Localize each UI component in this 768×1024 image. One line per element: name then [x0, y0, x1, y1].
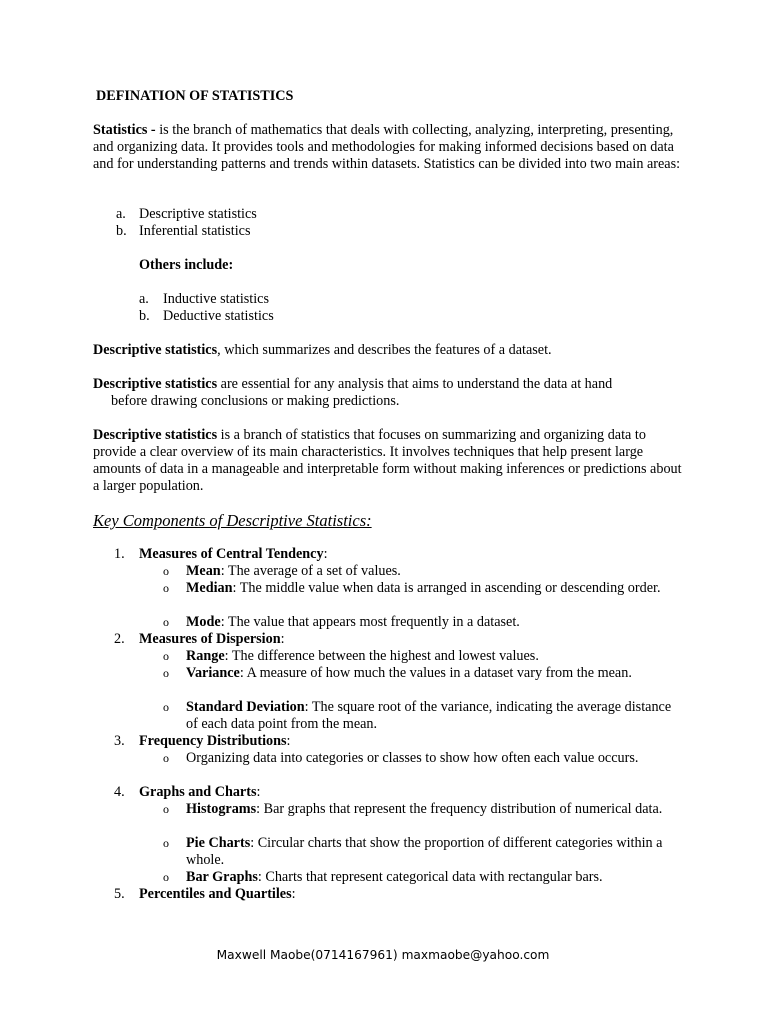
- intro-term: Statistics -: [93, 122, 156, 138]
- bullet-item: o Range: The difference between the highest and lowest values.: [163, 648, 539, 664]
- bullet-item: o Mean: The average of a set of values.: [163, 563, 401, 579]
- bullet-item: o Variance: A measure of how much the values in a dataset vary from the mean.: [163, 665, 632, 681]
- component-item: 2. Measures of Dispersion:: [114, 631, 285, 647]
- others-heading: Others include:: [139, 257, 234, 273]
- bullet-item: o Pie Charts: Circular charts that show the proportion of different categories within a whole.: [163, 835, 663, 868]
- component-item: 3. Frequency Distributions:: [114, 733, 291, 749]
- bullet-item: o Organizing data into categories or classes to show how often each value occurs.: [163, 750, 639, 766]
- components-heading: Key Components of Descriptive Statistics:: [93, 511, 372, 530]
- component-item: 4. Graphs and Charts:: [114, 784, 261, 800]
- intro-paragraph: [93, 122, 683, 173]
- descriptive-paragraph-3: Descriptive statistics is a branch of statistics that focuses on summarizing and organizing data to provide a clear overview of its main characteristics. It involves techniques that help present large amounts of data in a manageable and interpretable form without making inferences or predictions about a larger population.: [93, 427, 682, 494]
- document-heading: DEFINATION OF STATISTICS: [96, 88, 294, 104]
- component-item: 5. Percentiles and Quartiles:: [114, 886, 296, 902]
- bullet-item: o Standard Deviation: The square root of the variance, indicating the average distance of each data point from the mean.: [163, 699, 672, 732]
- intro-text: is the branch of mathematics that deals with collecting, analyzing, interpreting, presenting, and organizing data. It provides tools and methodologies for making informed decisions based on data and for understanding patterns and trends within datasets. Statistics can be divided into two main areas:: [93, 122, 681, 172]
- document-page: DEFINATION OF STATISTICS Statistics - is the branch of mathematics that deals with collecting, analyzing, interpreting, presenting, and organizing data. It provides tools and methodologies for making informed decisions based on data and for understanding patterns and trends within datasets. Statistics can be divided into two main areas: a. Descriptive statistics b. Inferential statistics Others include: a. Inductive statistics b. Deductive statistics Descriptive statistics, which summarizes and describes the features of a dataset. Descriptive statistics are essential for any analysis that aims to understand the data at hand before drawing conclusions or making predictions. Descriptive statistics is a branch of statistics that focuses on summarizing and organizing data to provide a clear overview of its main characteristics. It involves techniques that help present large amounts of data in a manageable and interpretable form without making inferences or predictions about a larger population. Key Components of Descriptive Statistics: 1. Measures of Central Tendency: o Mean: The average of a set of values. o Median: The middle value when data is arranged in ascending or descending order. o Mode: The value that appears most frequently in a dataset. 2. Measures of Dispersion: o Range: The difference between the highest and lowest values. o Variance: A measure of how much the values in a dataset vary from the mean. o Standard Deviation: The square root of the variance, indicating the average distance of each data point from the mean. 3. Frequency Distributions: o Organizing data into categories or classes to show how often each value occurs. 4. Graphs and Charts: o Histograms: Bar graphs that represent the frequency distribution of numerical data. o Pie Charts: Circular charts that show the proportion of different categories within a whole. o Bar Graphs: Charts that represent categorical data with rectangular bars. 5. Percentiles and Quartiles: Maxwell Maobe(0714167961) maxmaobe@yahoo.com: [0, 0, 768, 1024]
- bullet-item: o Median: The middle value when data is arranged in ascending or descending order.: [163, 580, 661, 596]
- bullet-item: o Mode: The value that appears most frequently in a dataset.: [163, 614, 520, 630]
- component-item: 1. Measures of Central Tendency:: [114, 546, 328, 562]
- descriptive-paragraph-1: Descriptive statistics, which summarizes and describes the features of a dataset.: [93, 342, 552, 358]
- bullet-item: o Bar Graphs: Charts that represent categorical data with rectangular bars.: [163, 869, 603, 885]
- descriptive-paragraph-2: Descriptive statistics are essential for any analysis that aims to understand the data at hand before drawing conclusions or making predictions.: [93, 376, 613, 409]
- page-footer: Maxwell Maobe(0714167961) maxmaobe@yahoo.com: [216, 948, 550, 962]
- bullet-item: o Histograms: Bar graphs that represent the frequency distribution of numerical data.: [163, 801, 663, 817]
